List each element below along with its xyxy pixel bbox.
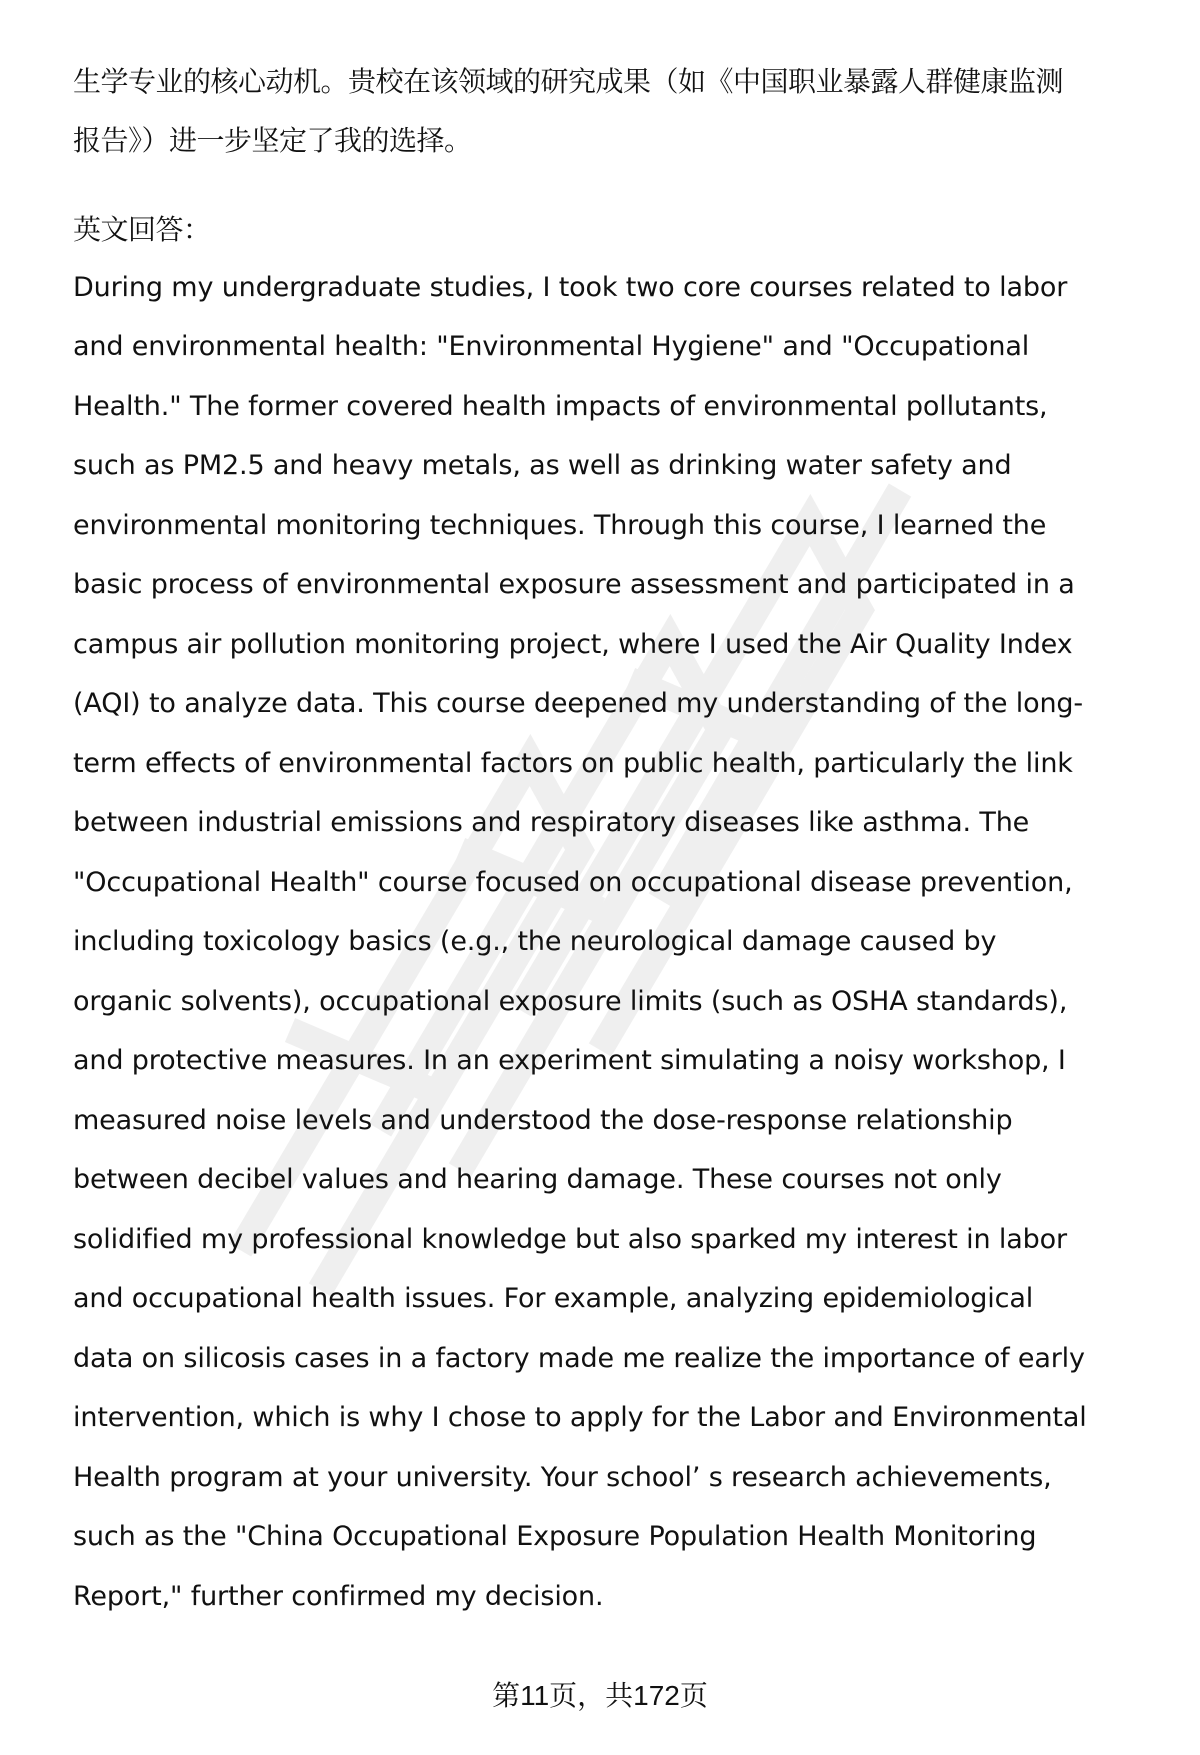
- english-paragraph-line: (AQI) to analyze data. This course deepened my understanding of the long-: [73, 688, 1084, 719]
- english-paragraph-line: and environmental health: "Environmental Hygiene" and "Occupational: [73, 331, 1030, 362]
- english-paragraph-line: including toxicology basics (e.g., the neurological damage caused by: [73, 926, 997, 957]
- english-paragraph-line: between industrial emissions and respiratory diseases like asthma. The: [73, 807, 1030, 838]
- english-paragraph-line: data on silicosis cases in a factory made me realize the importance of early: [73, 1343, 1085, 1374]
- chinese-paragraph-line: 生学专业的核心动机。贵校在该领域的研究成果（如《中国职业暴露人群健康监测: [73, 65, 1064, 98]
- english-paragraph-line: intervention, which is why I chose to apply for the Labor and Environmental: [73, 1402, 1087, 1433]
- english-paragraph-line: "Occupational Health" course focused on occupational disease prevention,: [73, 867, 1073, 898]
- english-paragraph-line: such as PM2.5 and heavy metals, as well as drinking water safety and: [73, 450, 1012, 481]
- page-number-footer: 第11页，共172页: [492, 1680, 708, 1711]
- english-paragraph-line: Health." The former covered health impacts of environmental pollutants,: [73, 391, 1048, 422]
- english-paragraph-line: between decibel values and hearing damage. These courses not only: [73, 1164, 1002, 1195]
- english-paragraph-line: environmental monitoring techniques. Through this course, I learned the: [73, 510, 1047, 541]
- english-paragraph-line: term effects of environmental factors on public health, particularly the link: [73, 748, 1073, 779]
- english-paragraph-line: solidified my professional knowledge but also sparked my interest in labor: [73, 1224, 1067, 1255]
- english-paragraph-line: measured noise levels and understood the dose-response relationship: [73, 1105, 1013, 1136]
- english-paragraph-line: basic process of environmental exposure assessment and participated in a: [73, 569, 1075, 600]
- english-paragraph-line: campus air pollution monitoring project, where I used the Air Quality Index: [73, 629, 1073, 660]
- english-paragraph-line: and protective measures. In an experiment simulating a noisy workshop, I: [73, 1045, 1066, 1076]
- chinese-paragraph-line: 报告》）进一步坚定了我的选择。: [73, 124, 472, 157]
- english-paragraph-line: During my undergraduate studies, I took two core courses related to labor: [73, 272, 1068, 303]
- english-paragraph-line: organic solvents), occupational exposure limits (such as OSHA standards),: [73, 986, 1068, 1017]
- english-paragraph-line: Report," further confirmed my decision.: [73, 1581, 604, 1612]
- english-paragraph-line: and occupational health issues. For example, analyzing epidemiological: [73, 1283, 1034, 1314]
- english-answer-heading: 英文回答：: [73, 213, 211, 246]
- english-paragraph-line: such as the "China Occupational Exposure Population Health Monitoring: [73, 1521, 1037, 1552]
- english-paragraph-line: Health program at your university. Your school’ s research achievements,: [73, 1462, 1052, 1493]
